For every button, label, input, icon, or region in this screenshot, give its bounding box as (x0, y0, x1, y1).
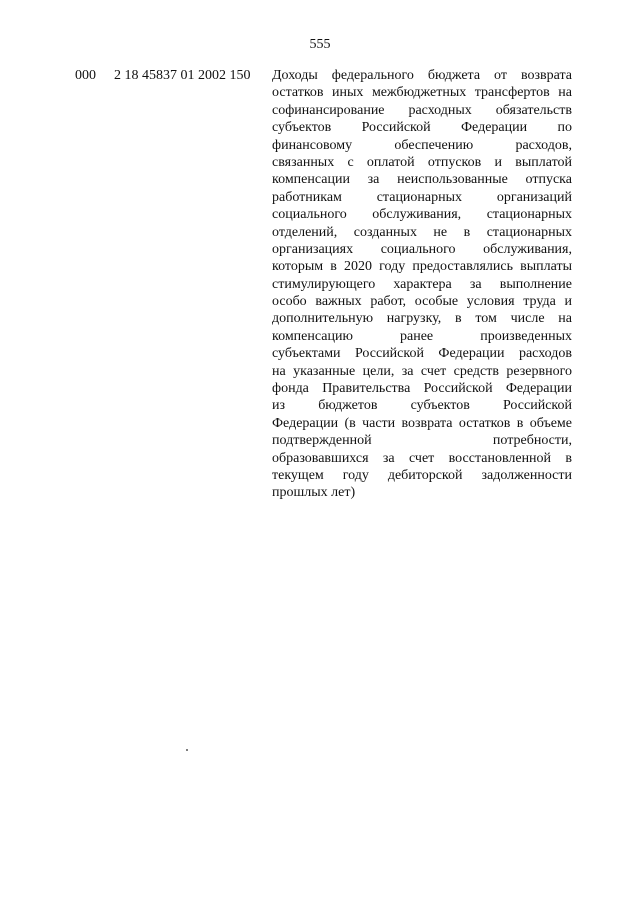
description-line: Доходы федерального бюджета от возврата (272, 68, 572, 83)
description-line: стимулирующего характера за выполнение (272, 276, 572, 292)
budget-classification-code: 2 18 45837 01 2002 150 (114, 68, 251, 83)
description-line: Федерации (в части возврата остатков в объеме (272, 415, 572, 431)
description-line: софинансирование расходных обязательств (272, 102, 572, 118)
description-line: прошлых лет) (272, 485, 356, 501)
description-line: из бюджетов субъектов Российской (272, 398, 572, 414)
description-line: социального обслуживания, стационарных (272, 207, 572, 223)
description-line: отделений, созданных не в стационарных (272, 224, 572, 240)
page-number: 555 (309, 37, 331, 52)
description-line: фонда Правительства Российской Федерации (272, 381, 572, 397)
description-line: связанных с оплатой отпусков и выплатой (272, 154, 572, 170)
description-line: на указанные цели, за счет средств резервного (272, 363, 572, 379)
description-line: текущем году дебиторской задолженности (272, 467, 572, 483)
description-line: компенсацию ранее произведенных (272, 328, 572, 344)
revenue-description (272, 67, 572, 502)
description-line: субъектов Российской Федерации по (272, 120, 572, 136)
description-line: компенсации за неиспользованные отпуска (272, 172, 572, 188)
description-line: финансовому обеспечению расходов, (272, 137, 572, 153)
description-line: субъектами Российской Федерации расходов (272, 346, 572, 362)
description-line: организациях социального обслуживания, (272, 241, 572, 257)
description-line: дополнительную нагрузку, в том числе на (272, 311, 572, 327)
description-line: остатков иных межбюджетных трансфертов на (272, 85, 572, 101)
description-line: образовавшихся за счет восстановленной в (272, 450, 572, 466)
description-line: подтвержденной потребности, (272, 433, 572, 449)
administrator-code: 000 (75, 68, 96, 83)
description-line: работникам стационарных организаций (272, 189, 572, 205)
description-line: особо важных работ, особые условия труда и (272, 294, 572, 310)
scan-speck (186, 749, 188, 751)
description-line: которым в 2020 году предоставлялись выплаты (272, 259, 572, 275)
